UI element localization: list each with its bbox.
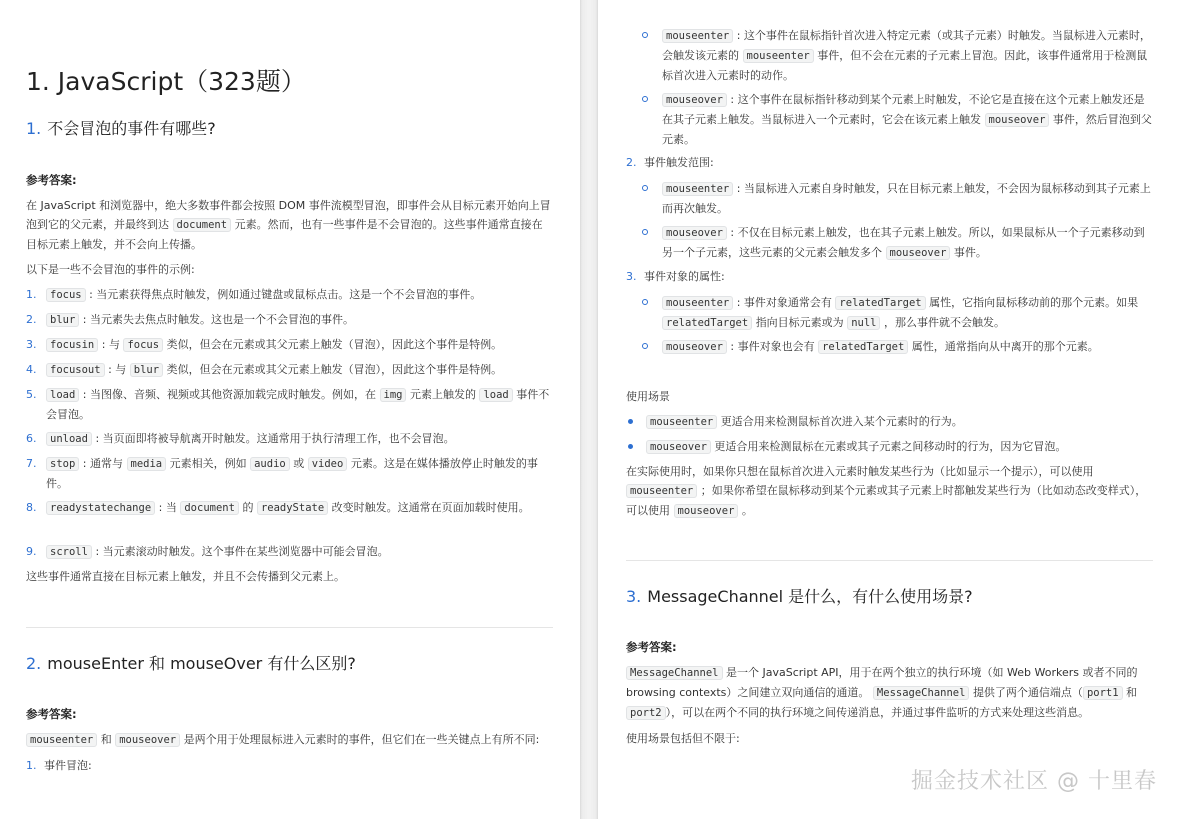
- list-item: mouseover : 这个事件在鼠标指针移动到某个元素上时触发，不论它是直接在这个元素上触发还是在其子元素上触发。当鼠标进入一个元素时，它会在该元素上触发 mouseover 事件，然后冒泡到父元素。: [642, 90, 1152, 154]
- question-2-heading: 2. mouseEnter 和 mouseOver 有什么区别?: [26, 654, 356, 673]
- properties-heading: 3. 事件对象的属性:: [626, 270, 725, 283]
- q1-examples-label: 以下是一些不会冒泡的事件的示例:: [26, 263, 195, 276]
- right-page: [598, 0, 1179, 819]
- usage-paragraph: 在实际使用时，如果你只想在鼠标首次进入元素时触发某些行为（比如显示一个提示），可以使用 mouseenter ；如果你希望在鼠标移动到某个元素或其子元素上时都触发某些行为（比如动态改变样式），可以使用 mouseover 。: [626, 465, 1147, 517]
- list-item: 7. stop : 通常与 media 元素相关，例如 audio 或 video 元素。这是在媒体播放停止时触发的事件。: [26, 457, 538, 490]
- watermark: 掘金技术社区 @ 十里春: [911, 769, 1157, 794]
- scope-heading: 2. 事件触发范围:: [626, 156, 714, 169]
- list-item: mouseenter : 事件对象通常会有 relatedTarget 属性，它指向鼠标移动前的那个元素。如果 relatedTarget 指向目标元素或为 null ，那么事件就不会触发。: [642, 293, 1152, 337]
- list-item: 4. focusout : 与 blur 类似，但会在元素或其父元素上触发（冒泡），因此这个事件是特例。: [26, 363, 503, 376]
- list-item: mouseover : 事件对象也会有 relatedTarget 属性，通常指向从中离开的那个元素。: [642, 337, 1152, 362]
- list-item: 8. readystatechange : 当 document 的 readyState 改变时触发。这通常在页面加载时使用。: [26, 501, 530, 514]
- q3-scenes-label: 使用场景包括但不限于:: [626, 732, 740, 745]
- answer-label: 参考答案:: [26, 707, 77, 721]
- list-item: 6. unload : 当页面即将被导航离开时触发。这通常用于执行清理工作，也不会冒泡。: [26, 432, 455, 445]
- usage-label: 使用场景: [626, 390, 670, 403]
- q2-intro: mouseenter 和 mouseover 是两个用于处理鼠标进入元素时的事件，但它们在一些关键点上有所不同:: [26, 730, 553, 750]
- section-divider: [26, 627, 553, 628]
- list-item: 1. focus : 当元素获得焦点时触发，例如通过键盘或鼠标点击。这是一个不会冒泡的事件。: [26, 288, 482, 301]
- list-item: 3. focusin : 与 focus 类似，但会在元素或其父元素上触发（冒泡），因此这个事件是特例。: [26, 338, 503, 351]
- list-item: mouseenter 更适合用来检测鼠标首次进入某个元素时的行为。: [626, 412, 1153, 437]
- list-item: 9. scroll : 当元素滚动时触发。这个事件在某些浏览器中可能会冒泡。: [26, 545, 389, 558]
- question-1-heading: 1. 不会冒泡的事件有哪些?: [26, 119, 216, 138]
- q1-intro: 在 JavaScript 和浏览器中，绝大多数事件都会按照 DOM 事件流模型冒泡，即事件会从目标元素开始向上冒泡到它的父元素，并最终到达 document 元素。然而，也有一些事件是不会冒泡的。这些事件通常直接在目标元素上触发，并不会向上传播。: [26, 199, 551, 251]
- list-item: 5. load : 当图像、音频、视频或其他资源加载完成时触发。例如，在 img 元素上触发的 load 事件不会冒泡。: [26, 388, 550, 421]
- list-item: mouseenter : 当鼠标进入元素自身时触发，只在目标元素上触发，不会因为鼠标移动到其子元素上而再次触发。: [642, 179, 1152, 223]
- left-page: [0, 0, 580, 819]
- question-3-heading: 3. MessageChannel 是什么，有什么使用场景?: [626, 587, 973, 606]
- list-item: mouseover 更适合用来检测鼠标在元素或其子元素之间移动时的行为，因为它冒泡。: [626, 437, 1153, 462]
- page-gutter: [580, 0, 598, 819]
- section-divider: [626, 560, 1153, 561]
- list-item: 2. blur : 当元素失去焦点时触发。这也是一个不会冒泡的事件。: [26, 313, 354, 326]
- non-bubbling-events-list: [26, 285, 553, 567]
- page-title: 1. JavaScript（323题）: [26, 67, 306, 96]
- list-item: mouseenter : 这个事件在鼠标指针首次进入特定元素（或其子元素）时触发。当鼠标进入元素时，会触发该元素的 mouseenter 事件，但不会在元素的子元素上冒泡。因此，该事件通常用于检测鼠标首次进入元素时的动作。: [642, 26, 1152, 90]
- answer-label: 参考答案:: [626, 640, 677, 654]
- answer-label: 参考答案:: [26, 173, 77, 187]
- q3-intro: MessageChannel 是一个 JavaScript API，用于在两个独立的执行环境（如 Web Workers 或者不同的 browsing contexts）之间建立双向通信的通道。 MessageChannel 提供了两个通信端点（ port1 和 port2 ），可以在两个不同的执行环境之间传递消息，并通过事件监听的方式来处理这些消息。: [626, 666, 1138, 719]
- list-item: 1. 事件冒泡:: [26, 759, 92, 772]
- q1-outro: 这些事件通常直接在目标元素上触发，并且不会传播到父元素上。: [26, 570, 345, 583]
- list-item: mouseover : 不仅在目标元素上触发，也在其子元素上触发。所以，如果鼠标从一个子元素移动到另一个子元素，这些元素的父元素会触发多个 mouseover 事件。: [642, 223, 1152, 267]
